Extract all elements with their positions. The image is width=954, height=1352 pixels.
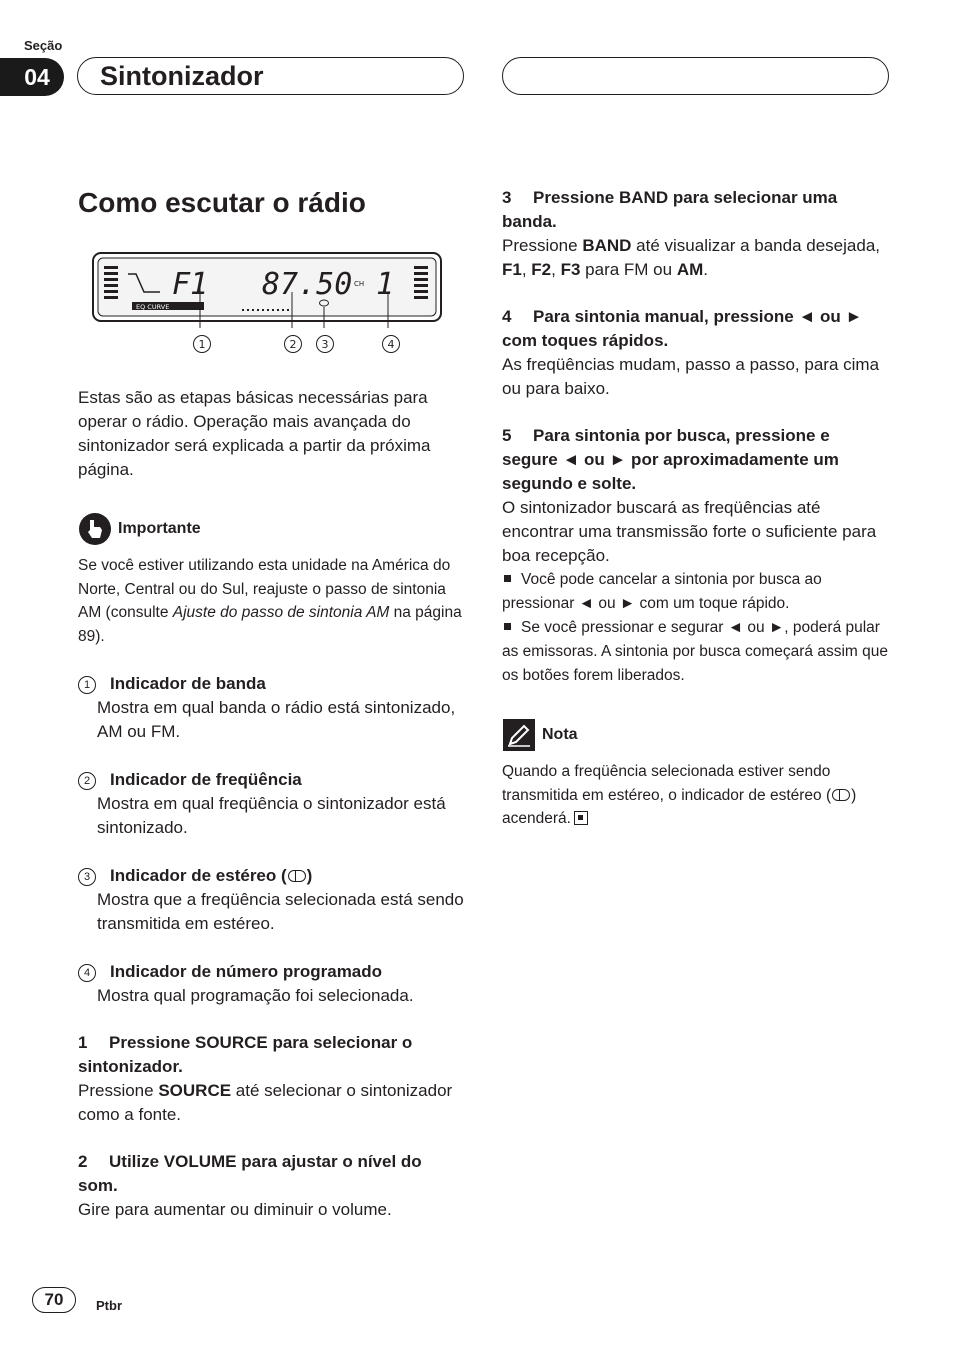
important-callout (78, 512, 464, 546)
bullet-square-icon (504, 575, 511, 582)
item-body: Mostra em qual banda o rádio está sintonizado, AM ou FM. (97, 698, 456, 741)
step-title: Pressione SOURCE para selecionar o sintonizador. (78, 1033, 413, 1076)
item-number: 2 (78, 772, 96, 790)
section-label: Seção (24, 38, 63, 53)
step-body: Pressione SOURCE até selecionar o sintonizador como a fonte. (78, 1081, 453, 1124)
stereo-icon (832, 789, 850, 801)
frequency-indicator: 87.50 (262, 267, 353, 302)
pencil-note-icon (502, 718, 536, 752)
item-title: Indicador de número programado (110, 962, 383, 981)
intro-paragraph: Estas são as etapas básicas necessárias para operar o rádio. Operação mais avançada do sintonizador será explicada a partir da próxima página. (78, 388, 431, 479)
left-column (78, 186, 464, 1222)
section-number-badge: 04 (0, 58, 64, 96)
preset-indicator: 1 (376, 267, 395, 302)
callout-4: 4 (387, 338, 395, 351)
bullet-square-icon (504, 623, 511, 630)
section-title: Sintonizador (100, 61, 264, 91)
eq-curve-label: EQ CURVE (136, 303, 170, 311)
header-right-frame (502, 57, 889, 95)
item-title: Indicador de freqüência (110, 770, 302, 789)
step-body: Pressione BAND até visualizar a banda desejada, F1, F2, F3 para FM ou AM. (502, 236, 880, 279)
step-block: 5 Para sintonia por busca, pressione e segure ◄ ou ► por aproximadamente um segundo e solte. O sintonizador buscará as freqüências até encontrar uma transmissão forte o suficiente para boa recepção. Você pode cancelar a sintonia por busca ao pressionar ◄ ou ► com um toque rápido. Se você pressionar e segurar ◄ ou ►, poderá pular as emissoras. A sintonia por busca começará assim que os botões forem liberados. (502, 424, 890, 688)
indicator-item (78, 768, 464, 840)
note-block (502, 718, 890, 831)
item-title: Indicador de estéreo ( (110, 866, 287, 885)
step-block: 2 Utilize VOLUME para ajustar o nível do som. Gire para aumentar ou diminuir o volume. (78, 1150, 464, 1222)
item-title: Indicador de banda (110, 674, 266, 693)
step-title: Para sintonia por busca, pressione e segure ◄ ou ► por aproximadamente um segundo e solte. (502, 426, 839, 493)
page-title: Como escutar o rádio (78, 187, 366, 218)
stereo-icon (288, 870, 306, 882)
language-code: Ptbr (96, 1298, 122, 1313)
note-callout (502, 718, 890, 752)
ch-label: CH (354, 280, 365, 288)
item-body: Mostra qual programação foi selecionada. (97, 986, 414, 1005)
right-column (502, 186, 890, 831)
item-body: Mostra que a freqüência selecionada está sendo transmitida em estéreo. (97, 890, 464, 933)
callout-2: 2 (289, 338, 297, 351)
note-label: Nota (542, 726, 578, 743)
band-indicator: F1 (172, 267, 209, 302)
page-number: 70 (32, 1287, 76, 1313)
callout-1: 1 (198, 338, 206, 351)
step-block: 4 Para sintonia manual, pressione ◄ ou ► com toques rápidos. As freqüências mudam, passo a passo, para cima ou para baixo. (502, 305, 890, 401)
step-body: As freqüências mudam, passo a passo, para cima ou para baixo. (502, 355, 880, 398)
indicator-item: 3 Indicador de estéreo ( ) Mostra que a freqüência selecionada está sendo transmitida em estéreo. (78, 864, 464, 936)
step-title: Utilize VOLUME para ajustar o nível do som. (78, 1152, 422, 1195)
bullet-item: Se você pressionar e segurar ◄ ou ►, poderá pular as emissoras. A sintonia por busca começará assim que os botões forem liberados. (502, 619, 888, 684)
lcd-display-svg (92, 252, 442, 362)
callout-3: 3 (321, 338, 329, 351)
step-block: 3 Pressione BAND para selecionar uma banda. Pressione BAND até visualizar a banda desejada, F1, F2, F3 para FM ou AM. (502, 186, 890, 282)
tuner-display-illustration (92, 252, 442, 362)
step-body: Gire para aumentar ou diminuir o volume. (78, 1200, 392, 1219)
hand-pointing-icon (78, 512, 112, 546)
end-of-section-icon (574, 811, 588, 825)
important-text: Se você estiver utilizando esta unidade na América do Norte, Central ou do Sul, reajuste o passo de sintonia AM (consulte Ajuste do passo de sintonia AM na página 89). (78, 557, 462, 645)
item-number: 4 (78, 964, 96, 982)
note-text: Quando a freqüência selecionada estiver sendo transmitida em estéreo, o indicador de estéreo ( ) acenderá. (502, 763, 857, 827)
item-body: Mostra em qual freqüência o sintonizador está sintonizado. (97, 794, 446, 837)
item-number: 1 (78, 676, 96, 694)
step-block: 1 Pressione SOURCE para selecionar o sintonizador. Pressione SOURCE até selecionar o sintonizador como a fonte. (78, 1031, 464, 1127)
indicator-item (78, 960, 464, 1008)
important-label: Importante (118, 520, 201, 537)
bullet-item: Você pode cancelar a sintonia por busca ao pressionar ◄ ou ► com um toque rápido. (502, 571, 822, 612)
indicator-item (78, 672, 464, 744)
item-number: 3 (78, 868, 96, 886)
step-title: Para sintonia manual, pressione ◄ ou ► com toques rápidos. (502, 307, 863, 350)
step-body: O sintonizador buscará as freqüências até encontrar uma transmissão forte o suficiente para boa recepção. (502, 498, 877, 565)
step-title: Pressione BAND para selecionar uma banda. (502, 188, 838, 231)
